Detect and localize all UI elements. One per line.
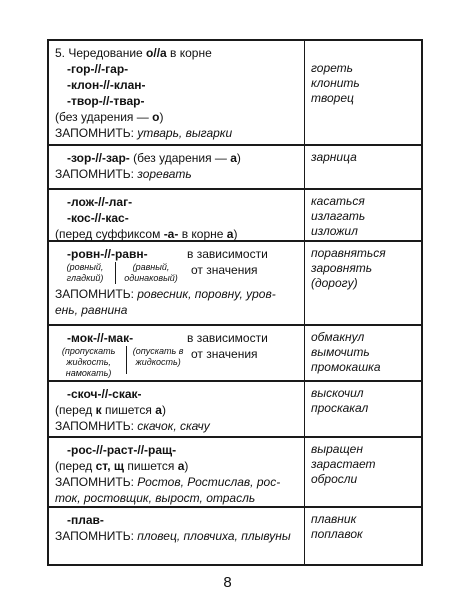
examples-cell bbox=[305, 508, 421, 564]
divider bbox=[115, 262, 116, 284]
table-row bbox=[49, 190, 421, 242]
example-word: поплавок bbox=[311, 527, 363, 541]
examples-cell bbox=[305, 190, 421, 240]
root-pair: -рос-//-раст-//-ращ- bbox=[67, 443, 177, 457]
root-pair: -мок-//-мак- bbox=[67, 331, 134, 345]
rule-cell bbox=[49, 242, 305, 324]
rule-cell bbox=[49, 382, 305, 436]
remember-note: ЗАПОМНИТЬ: зоревать bbox=[55, 167, 192, 181]
rule-cell bbox=[49, 438, 305, 506]
rules-table bbox=[47, 39, 423, 566]
root-pair: -зор-//-зар- (без ударения — а) bbox=[67, 151, 241, 165]
examples-cell bbox=[305, 438, 421, 506]
remember-note: ЗАПОМНИТЬ: скачок, скачу bbox=[55, 419, 210, 433]
remember-note: ЗАПОМНИТЬ: утварь, выгарки bbox=[55, 126, 233, 140]
root-pair: -скоч-//-скак- bbox=[67, 387, 142, 401]
dependency-note: в зависимости bbox=[187, 331, 268, 345]
rule-heading: 5. Чередование о//а в корне bbox=[55, 46, 212, 60]
table-row bbox=[49, 508, 421, 566]
meaning-notes bbox=[55, 346, 185, 379]
root-pair: -лож-//-лаг- bbox=[67, 195, 133, 209]
example-word: проскакал bbox=[311, 401, 369, 415]
table-row bbox=[49, 41, 421, 146]
rule-cell bbox=[49, 190, 305, 240]
example-word: заровнять bbox=[311, 261, 373, 275]
example-word: творец bbox=[311, 91, 354, 105]
meaning-notes bbox=[55, 262, 185, 284]
root-group bbox=[55, 246, 300, 284]
rule-cell bbox=[49, 41, 305, 144]
example-word: зарастает bbox=[311, 457, 376, 471]
table-row bbox=[49, 438, 421, 508]
dependency-note: от значения bbox=[191, 347, 258, 361]
meaning-note: (равный, одинаковый) bbox=[124, 262, 178, 283]
rule-cell bbox=[49, 508, 305, 564]
examples-cell bbox=[305, 382, 421, 436]
example-word: излагать bbox=[311, 209, 366, 223]
meaning-note: (пропускать жидкость, намокать) bbox=[61, 346, 116, 378]
table-row bbox=[49, 146, 421, 190]
rule-note: (без ударения — о) bbox=[55, 110, 164, 124]
meaning-note: (опускать в жидкость) bbox=[132, 346, 184, 367]
table-row bbox=[49, 326, 421, 382]
examples-cell bbox=[305, 326, 421, 380]
meaning-note: (ровный, гладкий) bbox=[66, 262, 104, 283]
remember-note: ЗАПОМНИТЬ: Ростов, Ростислав, рос- bbox=[55, 475, 281, 489]
dependency-note: в зависимости bbox=[187, 247, 268, 261]
examples-cell bbox=[305, 41, 421, 144]
root-pair: -клон-//-клан- bbox=[67, 78, 146, 92]
dependency-note: от значения bbox=[191, 263, 258, 277]
example-word: обмакнул bbox=[311, 330, 365, 344]
remember-note-cont: ень, равнина bbox=[55, 303, 128, 317]
root-pair: -ровн-//-равн- bbox=[67, 247, 148, 261]
table-row bbox=[49, 382, 421, 438]
page-number: 8 bbox=[223, 574, 232, 591]
table-row bbox=[49, 242, 421, 326]
example-word: (дорогу) bbox=[311, 276, 358, 290]
example-word: выскочил bbox=[311, 386, 364, 400]
example-word: поравняться bbox=[311, 246, 386, 260]
rule-cell bbox=[49, 146, 305, 188]
remember-note-cont: ток, ростовщик, вырост, отрасль bbox=[55, 491, 256, 505]
root-pair: -твор-//-твар- bbox=[67, 94, 145, 108]
example-word: плавник bbox=[311, 512, 357, 526]
examples-cell bbox=[305, 146, 421, 188]
remember-note: ЗАПОМНИТЬ: ровесник, поровну, уров- bbox=[55, 287, 276, 301]
rule-note: (перед к пишется а) bbox=[55, 403, 166, 417]
rule-cell bbox=[49, 326, 305, 380]
root-group bbox=[55, 330, 300, 379]
example-word: обросли bbox=[311, 472, 358, 486]
example-word: касаться bbox=[311, 194, 365, 208]
example-word: гореть bbox=[311, 61, 353, 75]
examples-cell bbox=[305, 242, 421, 324]
root-pair: -кос-//-кас- bbox=[67, 211, 129, 225]
rule-note: (перед ст, щ пишется а) bbox=[55, 459, 189, 473]
remember-note: ЗАПОМНИТЬ: пловец, пловчиха, плывуны bbox=[55, 529, 291, 543]
rule-note: (перед суффиксом -а- в корне а) bbox=[55, 227, 238, 241]
divider bbox=[126, 346, 127, 374]
example-word: промокашка bbox=[311, 360, 381, 374]
example-word: клонить bbox=[311, 76, 360, 90]
example-word: вымочить bbox=[311, 345, 370, 359]
root-pair: -гор-//-гар- bbox=[67, 62, 129, 76]
example-word: выращен bbox=[311, 442, 363, 456]
root-pair: -плав- bbox=[67, 513, 104, 527]
example-word: зарница bbox=[311, 150, 357, 164]
example-word: изложил bbox=[311, 224, 358, 238]
